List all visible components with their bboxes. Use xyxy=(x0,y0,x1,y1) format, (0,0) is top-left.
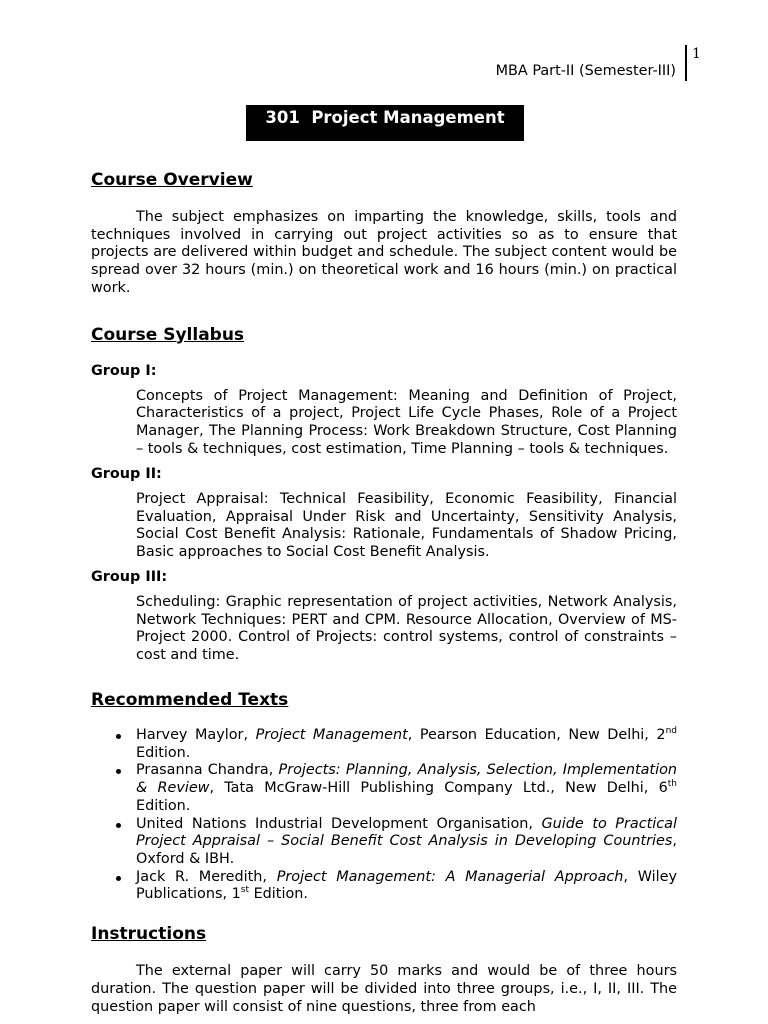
list-item: Jack R. Meredith, Project Management: A Managerial Approach, Wiley Publications, 1st Edition. xyxy=(136,868,677,903)
document-body xyxy=(91,168,677,1016)
group-3-text: Scheduling: Graphic representation of project activities, Network Analysis, Network Techniques: PERT and CPM. Resource Allocation, Overview of MS-Project 2000. Control of Projects: control systems, control of constraints – cost and time. xyxy=(136,593,677,664)
group-1-label: Group I: xyxy=(91,362,157,379)
reference-list xyxy=(91,727,677,904)
instructions-text: The external paper will carry 50 marks and would be of three hours duration. The question paper will be divided into three groups, i.e., I, II, III. The question paper will consist of nine questions, three from each xyxy=(91,963,677,1015)
overview-heading: Course Overview xyxy=(91,170,253,190)
course-title: 301 Project Management xyxy=(246,105,524,141)
header-rule xyxy=(685,45,687,81)
page-number: 1 xyxy=(692,46,701,62)
overview-text: The subject emphasizes on imparting the knowledge, skills, tools and techniques involved in carrying out project activities so as to ensure that projects are delivered within budget and schedule. The subject content would be spread over 32 hours (min.) on theoretical work and 16 hours (min.) on practical work. xyxy=(91,209,677,296)
group-1-text: Concepts of Project Management: Meaning and Definition of Project, Characteristics of a project, Project Life Cycle Phases, Role of a Project Manager, The Planning Process: Work Breakdown Structure, Cost Planning – tools & techniques, cost estimation, Time Planning – tools & techniques. xyxy=(136,387,677,457)
group-2-text: Project Appraisal: Technical Feasibility, Economic Feasibility, Financial Evaluation, Appraisal Under Risk and Uncertainty, Sensitivity Analysis, Social Cost Benefit Analysis: Rationale, Fundamentals of Shadow Pricing, Basic approaches to Social Cost Benefit Analysis. xyxy=(136,490,677,561)
group-2-label: Group II: xyxy=(91,465,162,482)
list-item: Prasanna Chandra, Projects: Planning, Analysis, Selection, Implementation & Review, Tata McGraw-Hill Publishing Company Ltd., New Delhi, 6th Edition. xyxy=(136,762,677,814)
list-item: United Nations Industrial Development Organisation, Guide to Practical Project Appraisal – Social Benefit Cost Analysis in Developing Countries, Oxford & IBH. xyxy=(136,815,677,867)
texts-heading: Recommended Texts xyxy=(91,690,289,711)
list-item: Harvey Maylor, Project Management, Pearson Education, New Delhi, 2nd Edition. xyxy=(136,726,678,761)
group-3-label: Group III: xyxy=(91,568,168,585)
instructions-heading: Instructions xyxy=(91,924,207,945)
running-head: MBA Part-II (Semester-III) xyxy=(495,63,676,79)
syllabus-heading: Course Syllabus xyxy=(91,324,245,345)
